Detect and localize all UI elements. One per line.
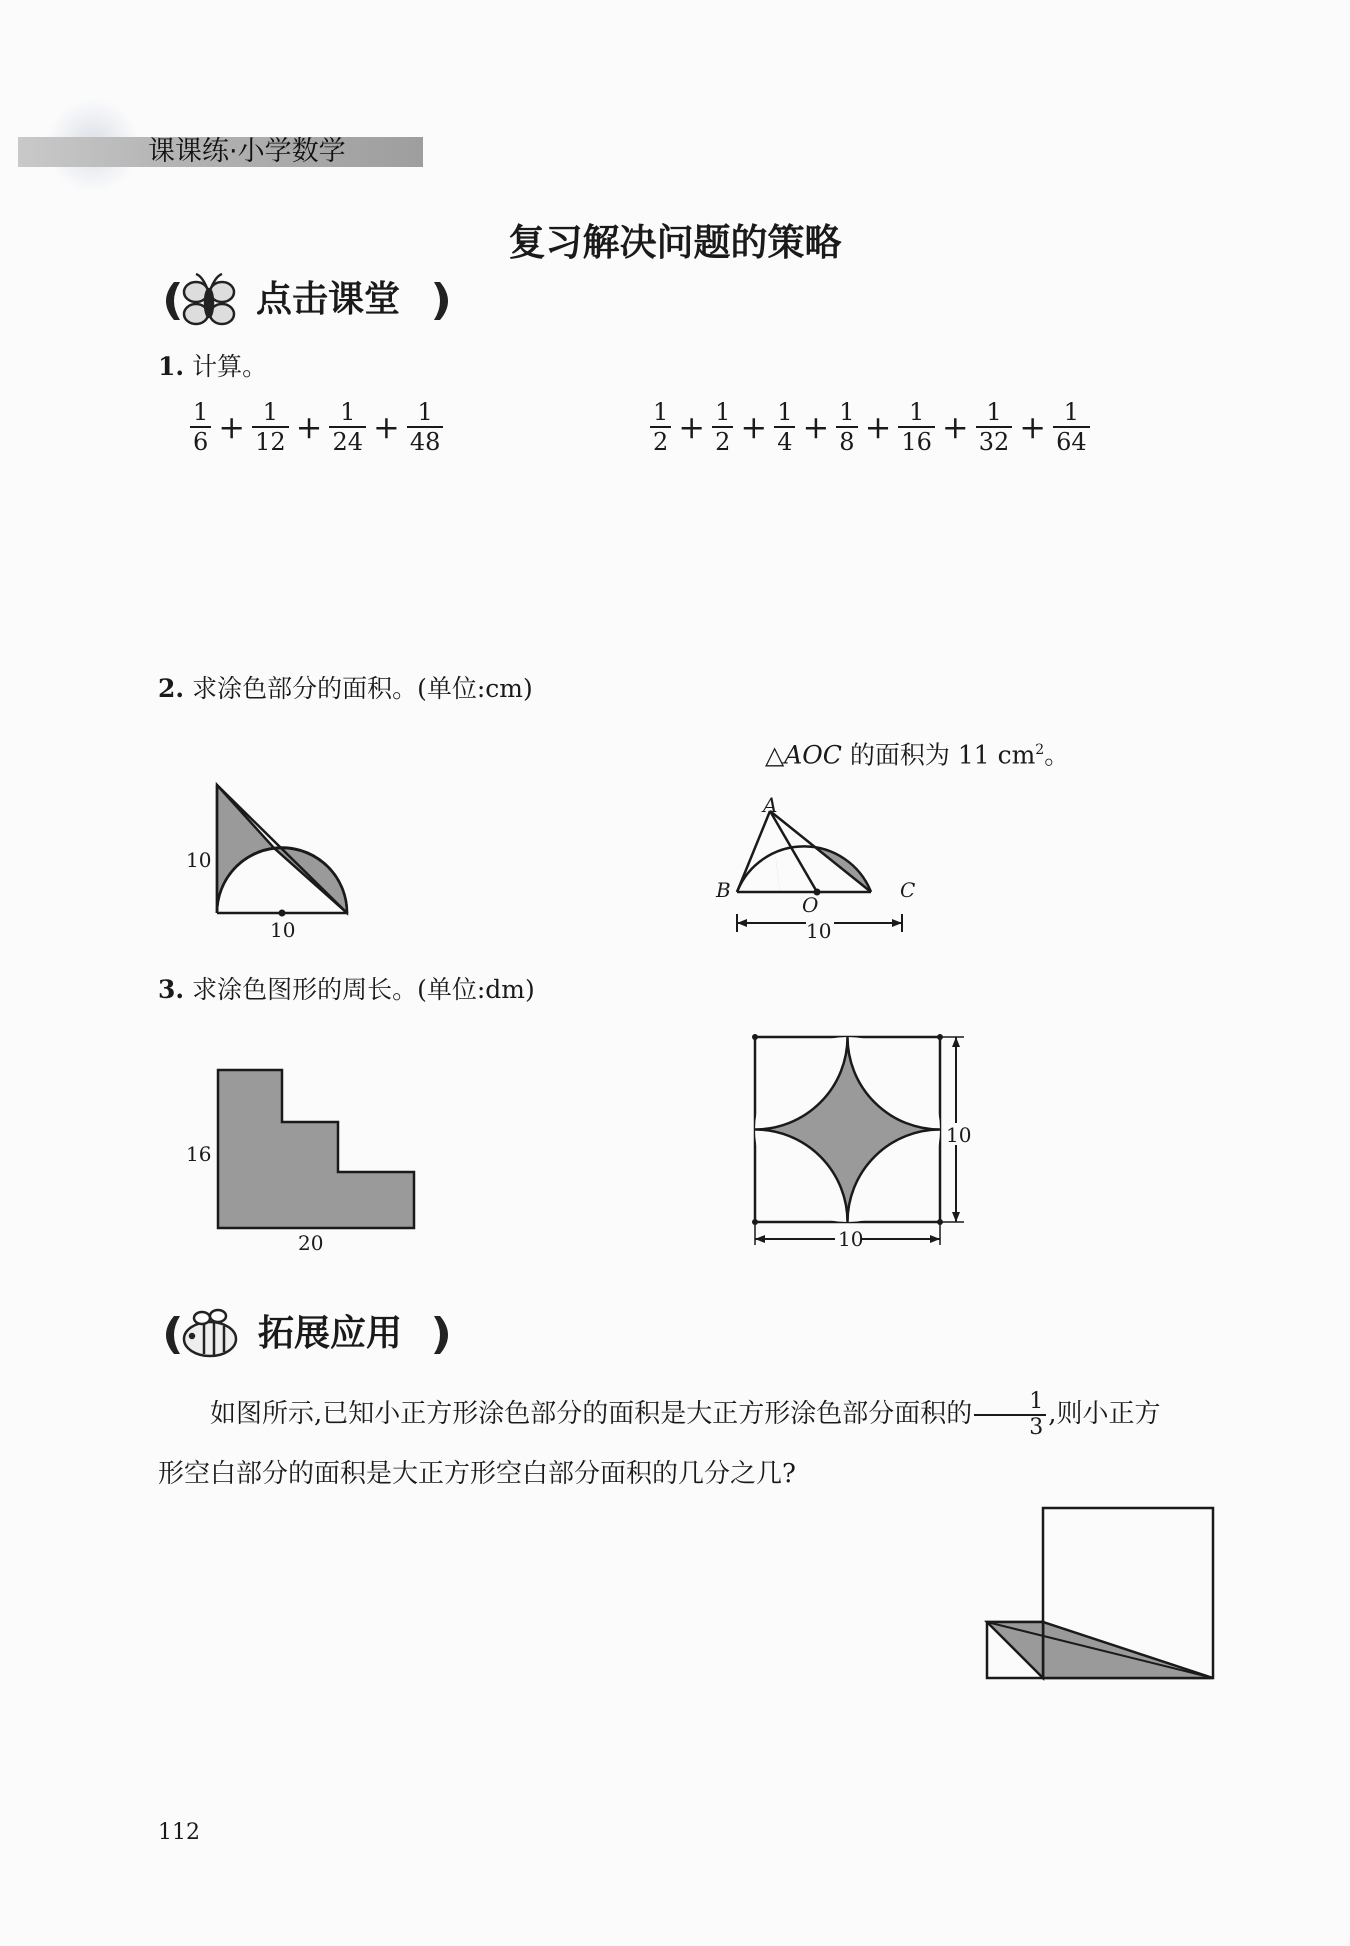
dim-arrow-left2 — [755, 1235, 765, 1243]
fraction-denominator: 2 — [715, 428, 731, 456]
fraction-term — [836, 398, 857, 456]
fraction-numerator: 1 — [650, 398, 671, 428]
label-base-10-square: 10 — [838, 1227, 864, 1251]
plus-operator: + — [740, 408, 768, 446]
extension-fraction — [974, 1390, 1046, 1440]
label-base-10: 10 — [270, 918, 296, 942]
label-point-o: O — [802, 893, 819, 917]
triangle-area-note — [765, 733, 1069, 772]
fraction-term — [329, 398, 366, 456]
large-square-shaded-triangle — [1043, 1622, 1213, 1678]
corner-dot-tl — [752, 1034, 758, 1040]
figure-square-four-arcs — [740, 1025, 980, 1255]
page-title: 复习解决问题的策略 — [508, 221, 842, 264]
plus-operator: + — [1019, 408, 1047, 446]
fraction-numerator: 1 — [1053, 398, 1090, 428]
extension-text-after: ,则小正方 — [1048, 1399, 1161, 1429]
question-2-prompt: 求涂色部分的面积。(单位:cm) — [192, 674, 533, 703]
question-3-prompt: 求涂色图形的周长。(单位:dm) — [192, 975, 535, 1004]
triangle-name: AOC — [784, 740, 842, 770]
question-2-number: 2. — [158, 674, 185, 703]
label-point-c: C — [900, 878, 916, 902]
note-superscript: 2 — [1035, 742, 1045, 758]
book-title: 课课练·小学数学 — [148, 136, 346, 167]
extension-paragraph — [158, 1390, 1218, 1440]
note-end: 。 — [1044, 740, 1070, 770]
question-1-heading — [158, 350, 267, 384]
fraction-numerator: 1 — [252, 398, 289, 428]
plus-operator: + — [373, 408, 400, 446]
dim-arrow-down — [952, 1212, 960, 1222]
fraction-denominator: 48 — [409, 428, 441, 456]
small-square-shaded-triangle — [987, 1622, 1043, 1678]
fraction-term — [650, 398, 671, 456]
plus-operator: + — [802, 408, 830, 446]
fraction-term — [898, 398, 935, 456]
dim-arrow-right — [892, 919, 902, 927]
fraction-denominator: 8 — [839, 428, 855, 456]
dim-arrow-up — [952, 1037, 960, 1047]
plus-operator: + — [941, 408, 969, 446]
fraction-numerator: 1 — [774, 398, 795, 428]
bee-icon — [184, 1310, 236, 1356]
bracket-left-icon — [166, 1316, 180, 1354]
bracket-left-icon — [166, 282, 180, 320]
label-diameter-10: 10 — [806, 919, 832, 943]
label-height-16: 16 — [186, 1142, 212, 1166]
fraction-numerator: 1 — [329, 398, 366, 428]
expression-a — [188, 398, 445, 456]
fraction-numerator: 1 — [190, 398, 211, 428]
fraction-denominator: 6 — [193, 428, 209, 456]
fraction-numerator: 1 — [712, 398, 733, 428]
question-3-number: 3. — [158, 975, 185, 1004]
bracket-right-icon — [434, 282, 448, 320]
question-3-heading — [158, 973, 535, 1007]
fraction-numerator: 1 — [976, 398, 1013, 428]
bracket-right-icon — [434, 1316, 448, 1354]
butterfly-icon — [184, 274, 234, 324]
triangle-symbol: △ — [765, 740, 785, 770]
extension-text-before: 如图所示,已知小正方形涂色部分的面积是大正方形涂色部分面积的 — [210, 1399, 973, 1429]
center-point — [279, 910, 286, 917]
page-number: 112 — [158, 1820, 200, 1845]
fraction-numerator: 1 — [974, 1390, 1046, 1416]
figure-staircase — [200, 1058, 430, 1238]
fraction-term — [712, 398, 733, 456]
fraction-denominator: 3 — [1029, 1415, 1044, 1440]
label-height-10: 10 — [186, 848, 212, 872]
fraction-denominator: 24 — [332, 428, 363, 456]
fraction-denominator: 2 — [653, 428, 669, 456]
label-base-20: 20 — [298, 1231, 324, 1255]
section-title-classroom: 点击课堂 — [256, 279, 401, 320]
section-title-extension: 拓展应用 — [258, 1313, 403, 1354]
figure-two-squares — [975, 1498, 1225, 1688]
question-1-prompt: 计算。 — [192, 352, 268, 381]
plus-operator: + — [218, 408, 246, 446]
extension-line-2: 形空白部分的面积是大正方形空白部分面积的几分之几? — [158, 1459, 796, 1489]
note-text: 的面积为 11 cm — [841, 740, 1036, 770]
plus-operator: + — [864, 408, 892, 446]
label-point-b: B — [716, 878, 731, 902]
label-point-a: A — [763, 793, 778, 817]
plus-operator: + — [295, 408, 323, 446]
dim-arrow-right2 — [930, 1235, 940, 1243]
fraction-numerator: 1 — [836, 398, 857, 428]
fraction-term — [190, 398, 211, 456]
staircase-shape — [218, 1070, 414, 1228]
fraction-denominator: 32 — [978, 428, 1010, 456]
fraction-term — [252, 398, 289, 456]
fraction-term — [976, 398, 1013, 456]
expression-b — [648, 398, 1092, 456]
question-2-heading — [158, 672, 533, 706]
fraction-term — [407, 398, 444, 456]
fraction-denominator: 16 — [901, 428, 932, 456]
label-side-10: 10 — [946, 1123, 972, 1147]
question-1-number: 1. — [158, 352, 185, 381]
fraction-numerator: 1 — [407, 398, 444, 428]
plus-operator: + — [678, 408, 706, 446]
fraction-denominator: 64 — [1056, 428, 1087, 456]
fraction-term — [774, 398, 795, 456]
fraction-denominator: 4 — [777, 428, 793, 456]
fraction-denominator: 12 — [255, 428, 286, 456]
fraction-term — [1053, 398, 1090, 456]
fraction-numerator: 1 — [898, 398, 935, 428]
dim-arrow-left — [737, 919, 747, 927]
